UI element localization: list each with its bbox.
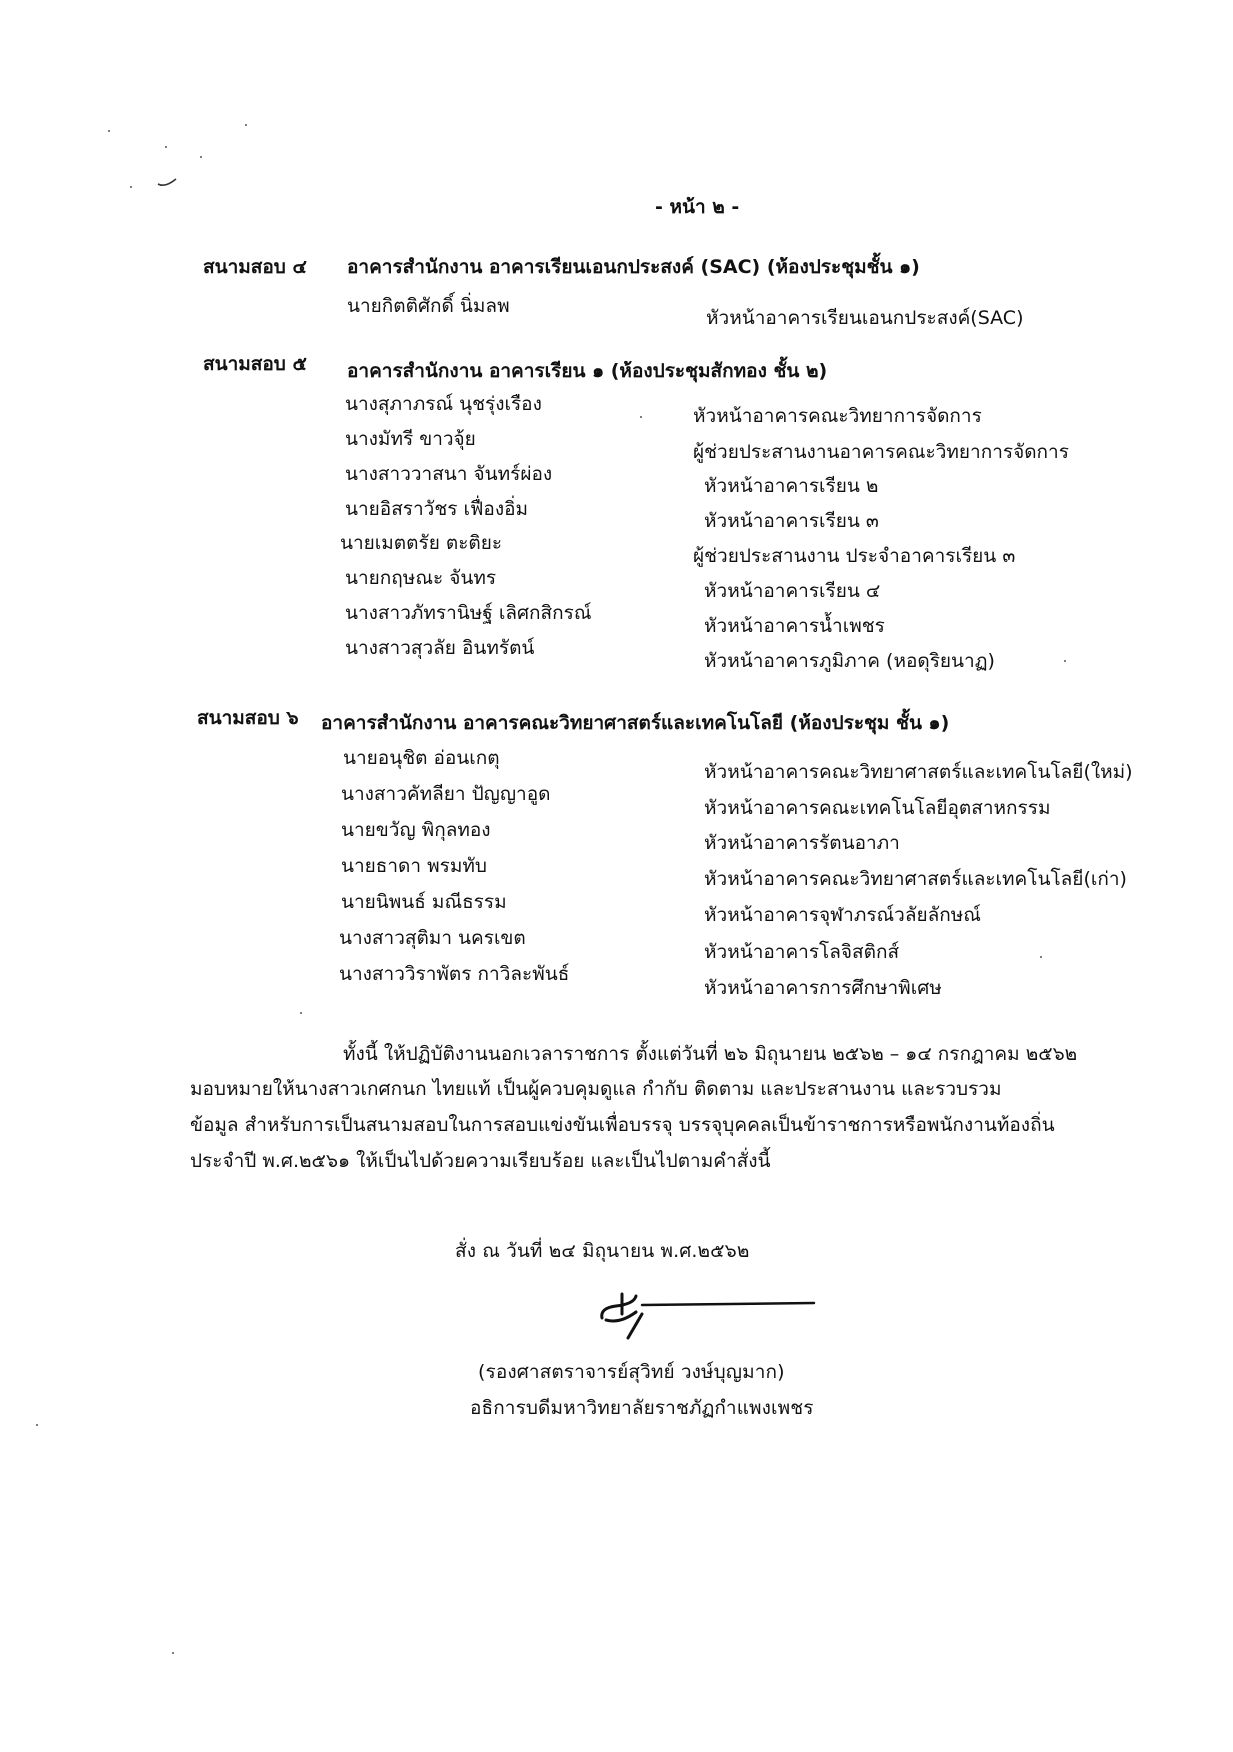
site-title: อาคารสำนักงาน อาคารเรียน ๑ (ห้องประชุมสักทอง ชั้น ๒)	[347, 360, 828, 382]
order-date: สั่ง ณ วันที่ ๒๔ มิถุนายน พ.ศ.๒๕๖๒	[455, 1240, 750, 1262]
member-name: นายนิพนธ์ มณีธรรม	[341, 891, 507, 913]
signatory-name: (รองศาสตราจารย์สุวิทย์ วงษ์บุญมาก)	[478, 1361, 785, 1383]
member-name: นายกิตติศักดิ์ นิ่มลพ	[347, 295, 510, 317]
member-name: นางสาววิราพัตร กาวิละพันธ์	[339, 963, 570, 985]
paragraph-line: มอบหมายให้นางสาวเกศกนก ไทยแท้ เป็นผู้ควบคุมดูแล กำกับ ติดตาม และประสานงาน และรวบรวม	[190, 1078, 1002, 1100]
site-label: สนามสอบ ๔	[203, 256, 307, 278]
member-role: ผู้ช่วยประสานงานอาคารคณะวิทยาการจัดการ	[693, 441, 1069, 463]
scan-mark	[156, 176, 178, 190]
member-name: นายอนุชิต อ่อนเกตุ	[343, 747, 500, 769]
signature	[576, 1284, 820, 1340]
signatory-title: อธิการบดีมหาวิทยาลัยราชภัฏกำแพงเพชร	[470, 1397, 814, 1419]
member-name: นางมัทรี ขาวจุ้ย	[345, 428, 476, 450]
member-role: หัวหน้าอาคารจุฬาภรณ์วลัยลักษณ์	[704, 904, 981, 926]
member-role: หัวหน้าอาคารเรียน ๒	[704, 475, 879, 497]
scan-speck	[245, 124, 247, 126]
member-role: หัวหน้าอาคารคณะวิทยาการจัดการ	[693, 405, 982, 427]
scan-speck	[165, 146, 167, 148]
site-title: อาคารสำนักงาน อาคารเรียนเอนกประสงค์ (SAC) (ห้องประชุมชั้น ๑)	[347, 256, 920, 278]
member-name: นายอิสราวัชร เฟื่องอิ่ม	[345, 498, 529, 520]
member-name: นางสาวภัทรานิษฐ์ เลิศกสิกรณ์	[345, 602, 592, 624]
member-name: นายเมตตรัย ตะติยะ	[340, 532, 503, 554]
member-role: หัวหน้าอาคารคณะเทคโนโลยีอุตสาหกรรม	[704, 797, 1051, 819]
paragraph-line: ทั้งนี้ ให้ปฏิบัติงานนอกเวลาราชการ ตั้งแต่วันที่ ๒๖ มิถุนายน ๒๕๖๒ – ๑๔ กรกฎาคม ๒๕๖๒	[343, 1043, 1078, 1065]
scan-speck	[640, 416, 642, 418]
scan-speck	[1040, 956, 1042, 958]
member-role: หัวหน้าอาคารเรียน ๔	[704, 580, 881, 602]
member-role: หัวหน้าอาคารคณะวิทยาศาสตร์และเทคโนโลยี(เก่า)	[704, 868, 1127, 890]
member-name: นางสาวสุวลัย อินทรัตน์	[345, 637, 535, 659]
member-role: หัวหน้าอาคารการศึกษาพิเศษ	[704, 977, 942, 999]
scan-speck	[300, 1012, 302, 1014]
paragraph-line: ข้อมูล สำหรับการเป็นสนามสอบในการสอบแข่งขันเพื่อบรรจุ บรรจุบุคคลเป็นข้าราชการหรือพนักงานท้องถิ่น	[190, 1114, 1055, 1136]
member-name: นางสาวคัทลียา ปัญญาอูด	[341, 783, 551, 805]
site-label: สนามสอบ ๕	[203, 353, 307, 375]
scan-speck	[200, 156, 202, 158]
paragraph-line: ประจำปี พ.ศ.๒๕๖๑ ให้เป็นไปด้วยความเรียบร้อย และเป็นไปตามคำสั่งนี้	[190, 1150, 771, 1172]
page-number: - หน้า ๒ -	[655, 196, 740, 218]
scan-speck	[36, 1424, 38, 1426]
scan-speck	[1064, 660, 1066, 662]
member-role: หัวหน้าอาคารเรียนเอนกประสงค์(SAC)	[706, 307, 1024, 329]
scan-speck	[108, 130, 110, 132]
member-role: หัวหน้าอาคารน้ำเพชร	[704, 615, 885, 637]
site-label: สนามสอบ ๖	[197, 707, 299, 729]
member-role: ผู้ช่วยประสานงาน ประจำอาคารเรียน ๓	[693, 545, 1016, 567]
member-name: นางสาววาสนา จันทร์ผ่อง	[345, 463, 553, 485]
site-title: อาคารสำนักงาน อาคารคณะวิทยาศาสตร์และเทคโนโลยี (ห้องประชุม ชั้น ๑)	[321, 712, 950, 734]
member-name: นายขวัญ พิกุลทอง	[341, 819, 491, 841]
member-role: หัวหน้าอาคารโลจิสติกส์	[704, 941, 900, 963]
member-name: นายธาดา พรมทับ	[341, 855, 487, 877]
member-role: หัวหน้าอาคารคณะวิทยาศาสตร์และเทคโนโลยี(ใหม่)	[704, 761, 1133, 783]
scan-speck	[130, 186, 132, 188]
member-role: หัวหน้าอาคารรัตนอาภา	[704, 832, 900, 854]
member-name: นางสุภาภรณ์ นุชรุ่งเรือง	[345, 393, 542, 415]
member-name: นายกฤษณะ จันทร	[345, 567, 497, 589]
scan-speck	[172, 1652, 174, 1654]
member-role: หัวหน้าอาคารเรียน ๓	[704, 510, 879, 532]
member-role: หัวหน้าอาคารภูมิภาค (หอดุริยนาฏ)	[704, 650, 995, 672]
member-name: นางสาวสุติมา นครเขต	[339, 927, 526, 949]
